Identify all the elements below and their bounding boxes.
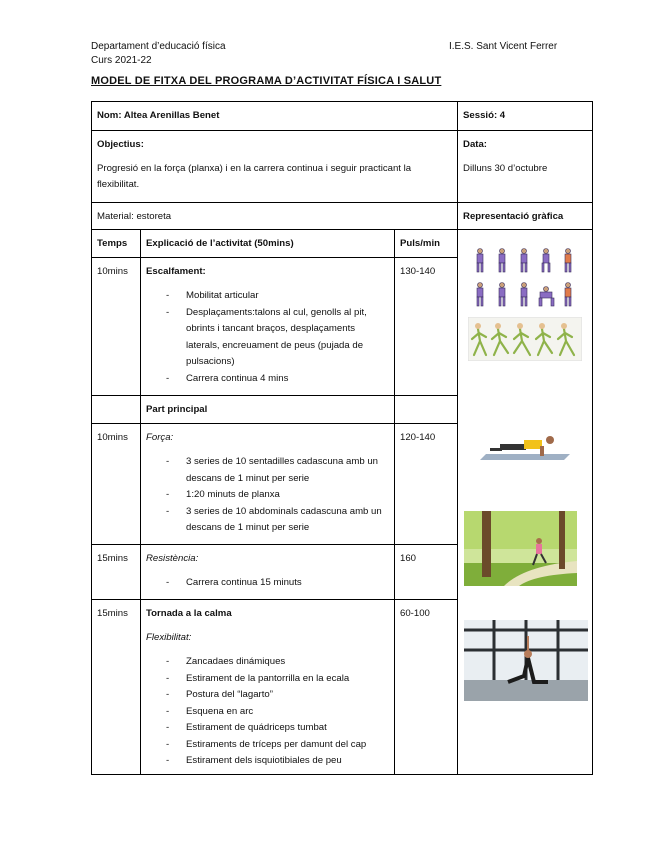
list-item: - 3 series de 10 abdominals cadascuna amb un descans de 1 minut per serie — [186, 504, 390, 537]
objectives-label: Objectius: — [97, 139, 144, 150]
date-cell — [458, 131, 593, 203]
warmup-exercises-image — [470, 244, 578, 312]
plank-image — [480, 430, 570, 466]
representation-label: Representació gràfica — [458, 203, 593, 230]
list-item: - Estirament de la pantorrilla en la ecala — [186, 671, 390, 688]
cooldown-title: Tornada a la calma — [146, 608, 232, 619]
objectives-row — [92, 131, 593, 203]
strength-time: 10mins — [92, 424, 141, 545]
list-item: - 3 series de 10 sentadilles cadascuna amb un descans de 1 minut per serie — [186, 454, 390, 487]
column-header-row — [92, 230, 593, 258]
col-explanation: Explicació de l’activitat (50mins) — [141, 230, 395, 258]
main-part-label: Part principal — [141, 396, 395, 424]
objectives-cell — [92, 131, 458, 203]
col-time: Temps — [92, 230, 141, 258]
name-row — [92, 102, 593, 131]
list-item: - Postura del “lagarto” — [186, 687, 390, 704]
list-item: - Carrera continua 4 mins — [186, 371, 390, 388]
document-title: MODEL DE FITXA DEL PROGRAMA D’ACTIVITAT FÍSICA I SALUT — [91, 75, 442, 87]
graphics-cell — [458, 230, 593, 775]
activity-table — [91, 101, 593, 775]
date-value: Dilluns 30 d’octubre — [463, 163, 548, 174]
school-text: I.E.S. Sant Vicent Ferrer — [449, 41, 558, 52]
header-left — [91, 40, 226, 68]
endurance-list — [146, 575, 390, 592]
endurance-cell — [141, 545, 395, 600]
date-label: Data: — [463, 139, 488, 150]
list-item: - Carrera continua 15 minuts — [186, 575, 390, 592]
endurance-title: Resistència: — [146, 553, 199, 564]
cooldown-time: 15mins — [92, 600, 141, 775]
flexibility-subtitle: Flexibilitat: — [146, 632, 192, 643]
warmup-pulse: 130-140 — [395, 258, 458, 396]
cooldown-cell — [141, 600, 395, 775]
list-item: - 1:20 minuts de planxa — [186, 487, 390, 504]
list-item: - Desplaçaments:talons al cul, genolls al pit, obrints i tancant braços, desplaçaments laterals, encreuament de peus (pujada de pulsacions) — [186, 305, 390, 371]
list-item: - Estiraments de tríceps per damunt del cap — [186, 737, 390, 754]
warmup-cell — [141, 258, 395, 396]
warmup-time: 10mins — [92, 258, 141, 396]
student-name: Nom: Altea Arenillas Benet — [92, 102, 458, 131]
session-number: Sessió: 4 — [458, 102, 593, 131]
department-text: Departament d’educació física — [91, 41, 226, 52]
endurance-time: 15mins — [92, 545, 141, 600]
objectives-text: Progresió en la força (planxa) i en la carrera continua i seguir practicant la flexibilitat. — [97, 163, 412, 190]
yoga-lunge-image — [464, 620, 588, 701]
endurance-pulse: 160 — [395, 545, 458, 600]
list-item: - Estirament dels isquiotibiales de peu — [186, 753, 390, 770]
strength-list — [146, 454, 390, 537]
list-item: - Esquena en arc — [186, 704, 390, 721]
park-running-image — [464, 511, 577, 586]
list-item: - Mobilitat articular — [186, 288, 390, 305]
cooldown-pulse: 60-100 — [395, 600, 458, 775]
running-sequence-image — [468, 317, 582, 361]
strength-cell — [141, 424, 395, 545]
cooldown-list — [146, 654, 390, 770]
course-text: Curs 2021-22 — [91, 55, 152, 66]
list-item: - Estirament de quádriceps tumbat — [186, 720, 390, 737]
material-row — [92, 203, 593, 230]
list-item: - Zancadaes dinámiques — [186, 654, 390, 671]
material-text: Material: estoreta — [92, 203, 458, 230]
strength-pulse: 120-140 — [395, 424, 458, 545]
strength-title: Força: — [146, 432, 174, 443]
warmup-list — [146, 288, 390, 387]
col-pulse: Puls/min — [395, 230, 458, 258]
warmup-title: Escalfament: — [146, 266, 206, 277]
